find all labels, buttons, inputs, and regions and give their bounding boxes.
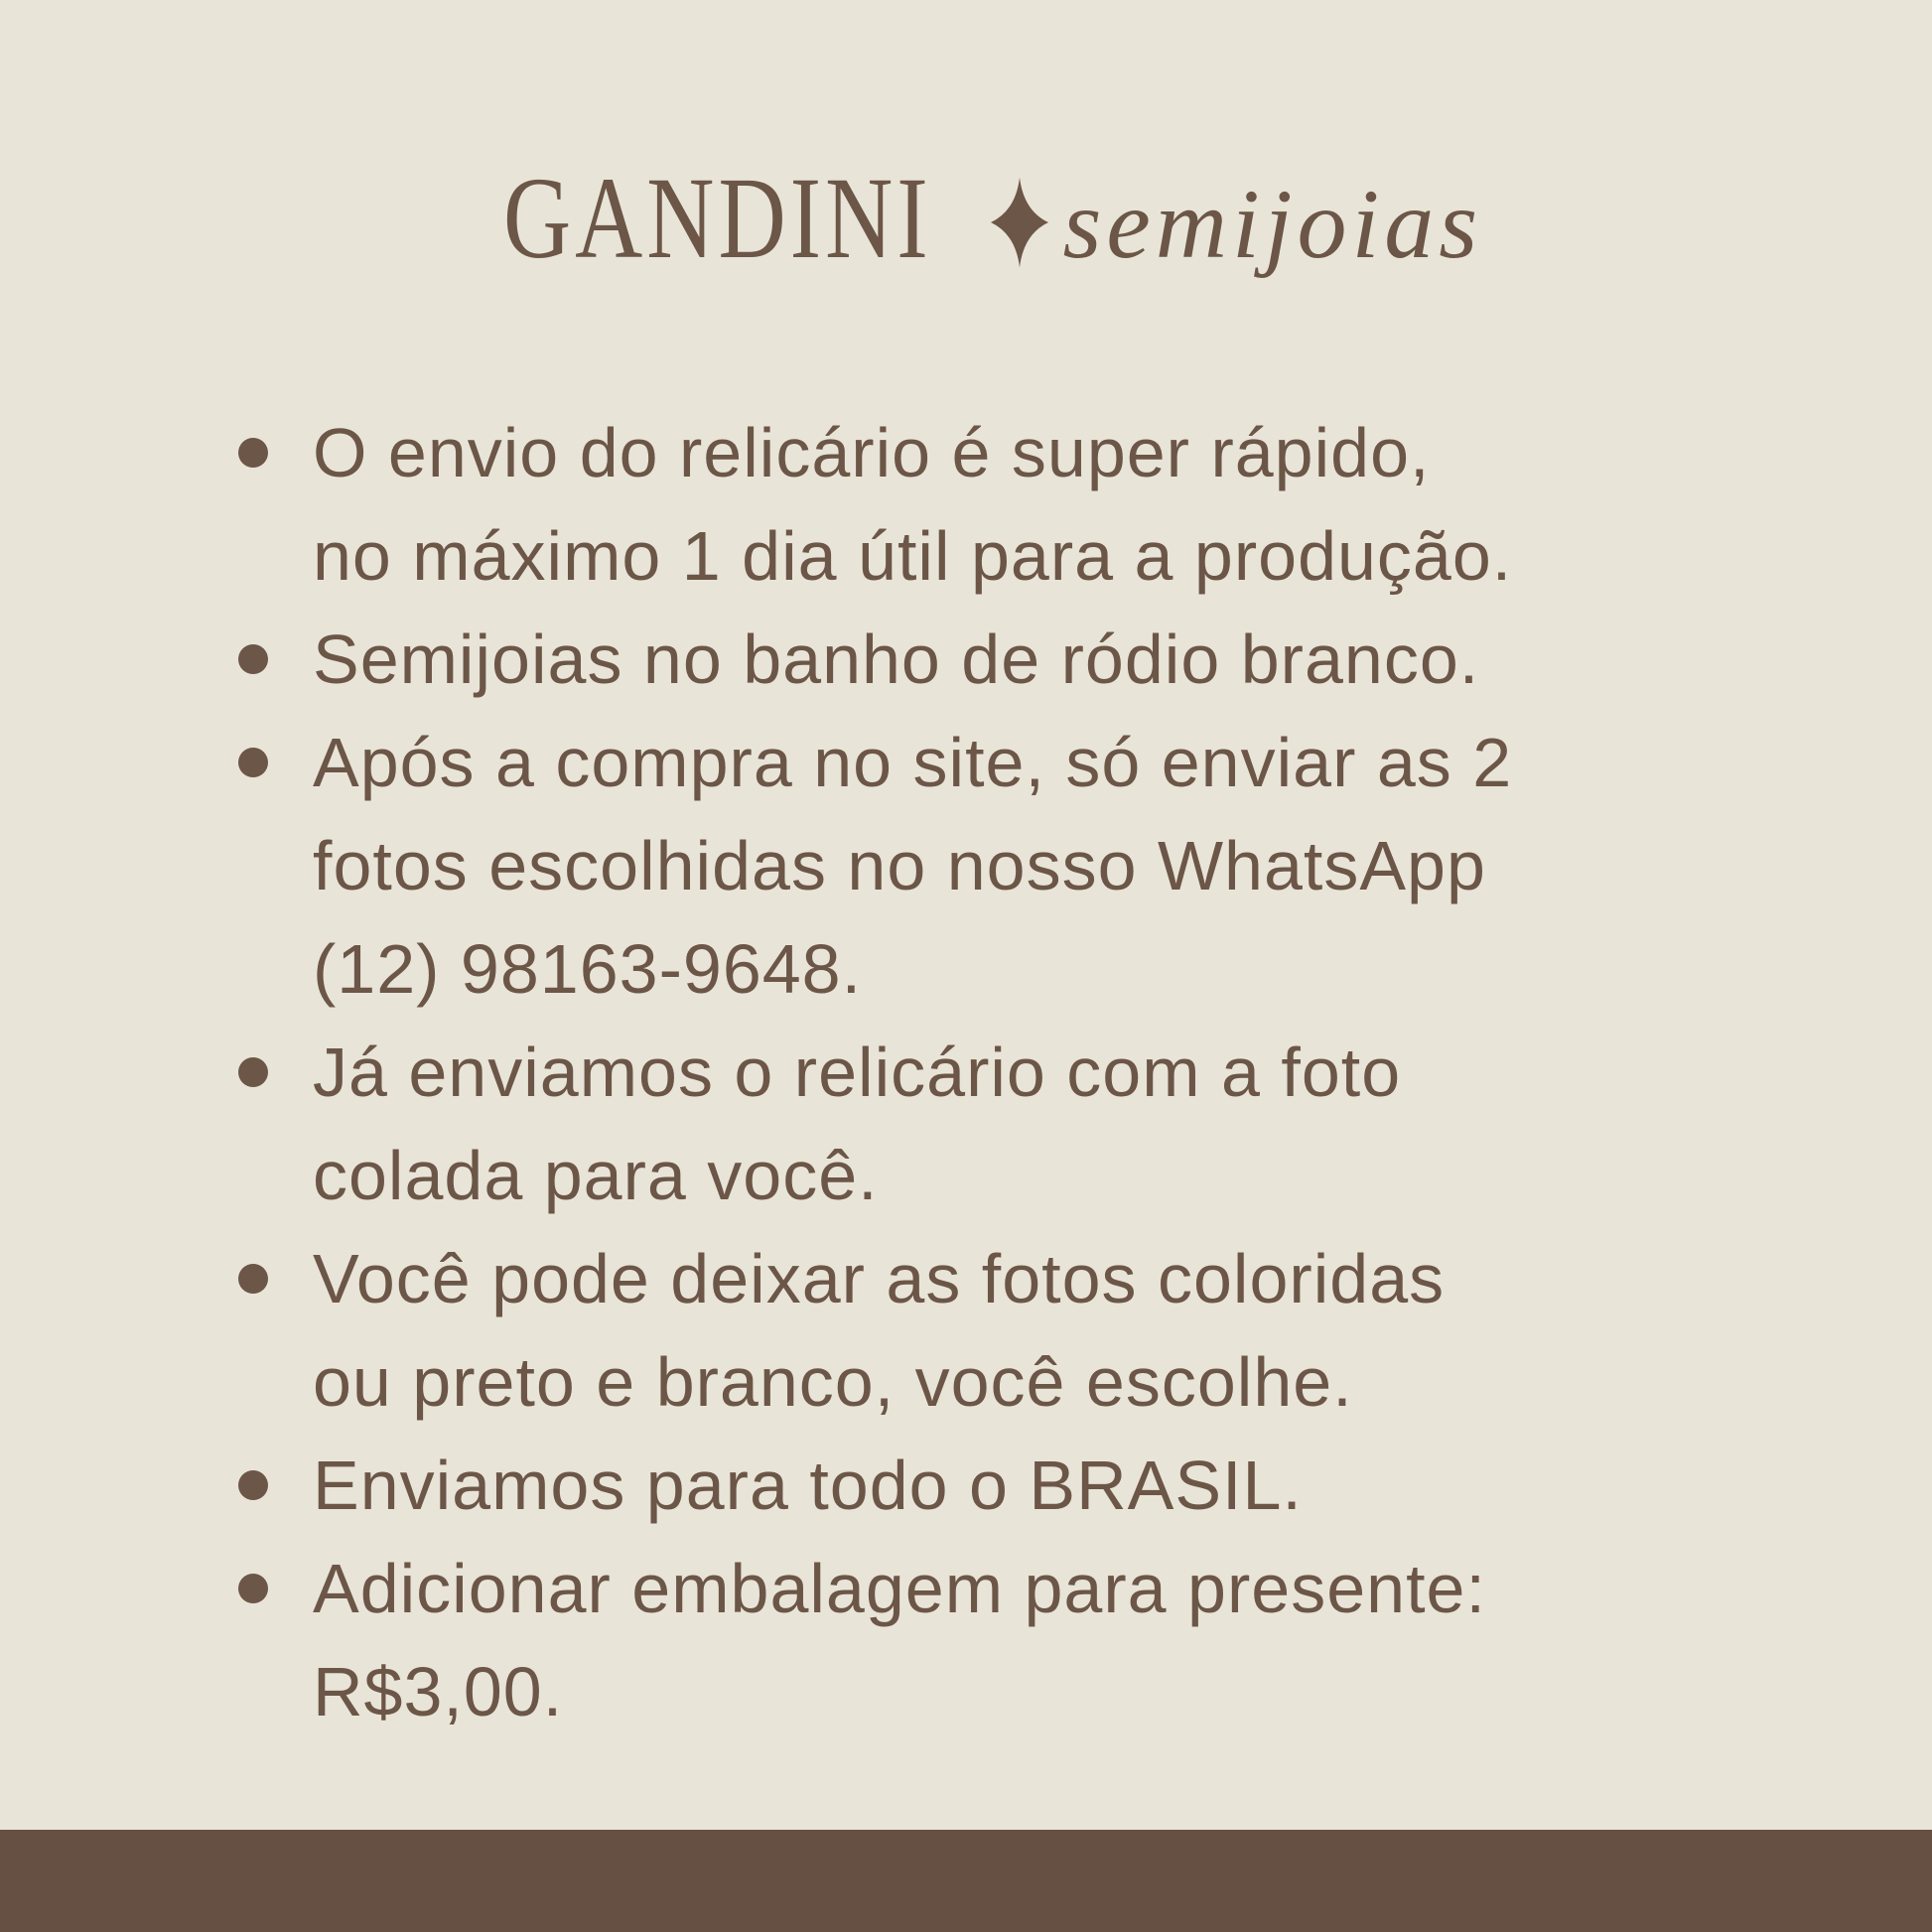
list-line-text: fotos escolhidas no nosso WhatsApp <box>313 827 1486 904</box>
list-item <box>238 1434 1793 1537</box>
info-list <box>238 401 1793 1743</box>
bullet-dot-icon <box>238 1470 268 1500</box>
list-line-text: no máximo 1 dia útil para a produção. <box>313 517 1513 595</box>
list-item-continuation <box>238 1640 1793 1743</box>
list-item <box>238 608 1793 711</box>
list-line-text whatsapp-number: (12) 98163-9648. <box>313 930 863 1008</box>
bullet-dot-icon <box>238 1057 268 1087</box>
brand-name: GANDINI <box>502 153 932 283</box>
list-line-text: Você pode deixar as fotos coloridas <box>313 1240 1446 1317</box>
list-item <box>238 1537 1793 1640</box>
list-item <box>238 711 1793 814</box>
list-item <box>238 1021 1793 1124</box>
list-line-text: Já enviamos o relicário com a foto <box>313 1034 1402 1111</box>
brand-subname: semijoias <box>1062 169 1483 279</box>
list-line-text: Adicionar embalagem para presente: <box>313 1550 1486 1627</box>
bullet-dot-icon <box>238 644 268 674</box>
brand-logo <box>0 151 1932 286</box>
footer-bar <box>0 1830 1932 1932</box>
list-item-continuation <box>238 917 1793 1021</box>
list-line-text: ou preto e branco, você escolhe. <box>313 1343 1353 1421</box>
list-item-continuation <box>238 504 1793 608</box>
bullet-dot-icon <box>238 1264 268 1294</box>
list-item-continuation <box>238 1330 1793 1434</box>
list-item <box>238 1227 1793 1330</box>
list-line-text: Enviamos para todo o BRASIL. <box>313 1447 1303 1524</box>
list-item <box>238 401 1793 504</box>
list-item-continuation <box>238 1124 1793 1227</box>
list-line-text: Semijoias no banho de ródio branco. <box>313 621 1480 698</box>
list-item-continuation <box>238 814 1793 917</box>
list-line-text: colada para você. <box>313 1137 879 1214</box>
bullet-dot-icon <box>238 438 268 468</box>
list-line-text: R$3,00. <box>313 1653 564 1730</box>
bullet-dot-icon <box>238 1574 268 1603</box>
bullet-dot-icon <box>238 748 268 777</box>
sparkle-icon <box>991 174 1048 271</box>
list-line-text: Após a compra no site, só enviar as 2 <box>313 724 1513 801</box>
list-line-text: O envio do relicário é super rápido, <box>313 414 1431 491</box>
